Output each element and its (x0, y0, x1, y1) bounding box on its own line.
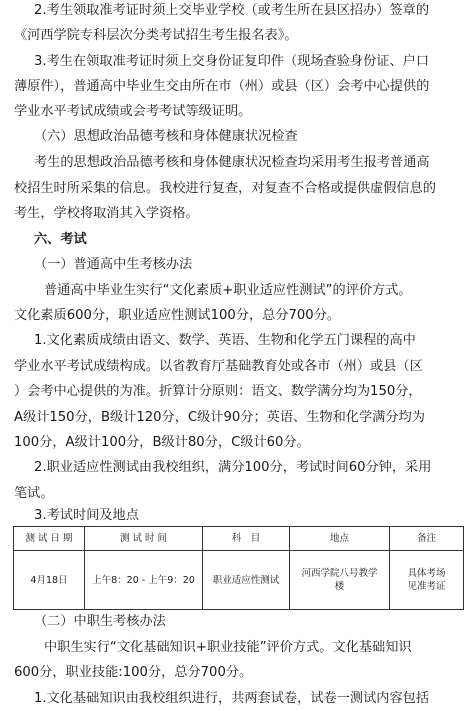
paragraph-line: 笔试。 (14, 486, 54, 501)
paragraph-line: ）会考中心提供的为准。折算计分原则：语文、数学满分均为150分， (14, 384, 422, 399)
header-note: 备注 (390, 527, 464, 551)
header-time: 测 试 时 间 (85, 527, 203, 551)
cell-subject: 职业适应性测试 (203, 551, 290, 610)
paragraph-line: A级计150分，B级计120分，C级计90分；英语、生物和化学满分均为 (14, 410, 425, 425)
paragraph-line: 普通高中毕业生实行“文化素质+职业适应性测试”的评价方式。 (44, 283, 412, 298)
paragraph-line: 2.职业适应性测试由我校组织，满分100分，考试时间60分钟，采用 (34, 460, 432, 475)
paragraph-line: 600分，职业技能:100分，总分700分。 (14, 665, 253, 680)
cell-place-line: 楼 (334, 581, 345, 593)
section-heading: （六）思想政治品德考核和身体健康状况检查 (34, 129, 298, 144)
cell-note (390, 551, 464, 610)
paragraph-line: 100分，A级计100分，B级计80分，C级计60分。 (14, 435, 310, 450)
paragraph-line: 中职生实行“文化基础知识+职业技能”评价方式。文化基础知识 (44, 640, 412, 655)
paragraph-line: 3.考生在领取准考证时须上交身份证复印件（现场查验身份证、户口 (34, 54, 430, 69)
table-header-row (14, 527, 464, 551)
chapter-heading: 六、考试 (34, 232, 87, 247)
header-subject: 科 目 (203, 527, 290, 551)
paragraph-line: 学业水平考试成绩或会考考试等级证明。 (14, 104, 252, 119)
paragraph-line: 1.文化基础知识由我校组织进行，共两套试卷，试卷一测试内容包括 (34, 691, 430, 706)
paragraph-line: 学业水平考试成绩构成。以省教育厅基础教育处或各市（州）或县（区 (14, 359, 423, 374)
cell-place-line: 河西学院八号教学 (301, 568, 378, 580)
paragraph-line: 2.考生领取准考证时须上交毕业学校（或考生所在县区招办）签章的 (34, 3, 430, 18)
paragraph-line: 3.考试时间及地点 (34, 508, 139, 523)
cell-note-line: 见准考证 (407, 581, 446, 593)
paragraph-line: 《河西学院专科层次分类考试招生考生报名表》。 (14, 28, 298, 43)
header-place: 地点 (290, 527, 390, 551)
cell-place (290, 551, 390, 610)
paragraph-line: 文化素质600分，职业适应性测试100分，总分700分。 (14, 308, 341, 323)
paragraph-line: 校招生时所采集的信息。我校进行复查，对复查不合格或提供虚假信息的 (14, 181, 436, 196)
paragraph-line: 考生的思想政治品德考核和身体健康状况检查均采用考生报考普通高 (34, 155, 430, 170)
paragraph-line: 薄原件），普通高中毕业生交由所在市（州）或县（区）会考中心提供的 (14, 79, 430, 94)
paragraph-line: 考生，学校将取消其入学资格。 (14, 206, 199, 221)
section-heading: （一）普通高中生考核办法 (34, 257, 193, 272)
cell-date: 4月18日 (14, 551, 85, 610)
section-heading: （二）中职生考核办法 (34, 614, 166, 629)
paragraph-line: 1.文化素质成绩由语文、数学、英语、生物和化学五门课程的高中 (34, 333, 416, 348)
header-date: 测 试 日 期 (14, 527, 85, 551)
table-row (14, 551, 464, 610)
cell-note-line: 具体考场 (407, 568, 446, 580)
cell-time: 上午8：20 - 上午9：20 (85, 551, 203, 610)
exam-schedule-table (13, 526, 464, 610)
